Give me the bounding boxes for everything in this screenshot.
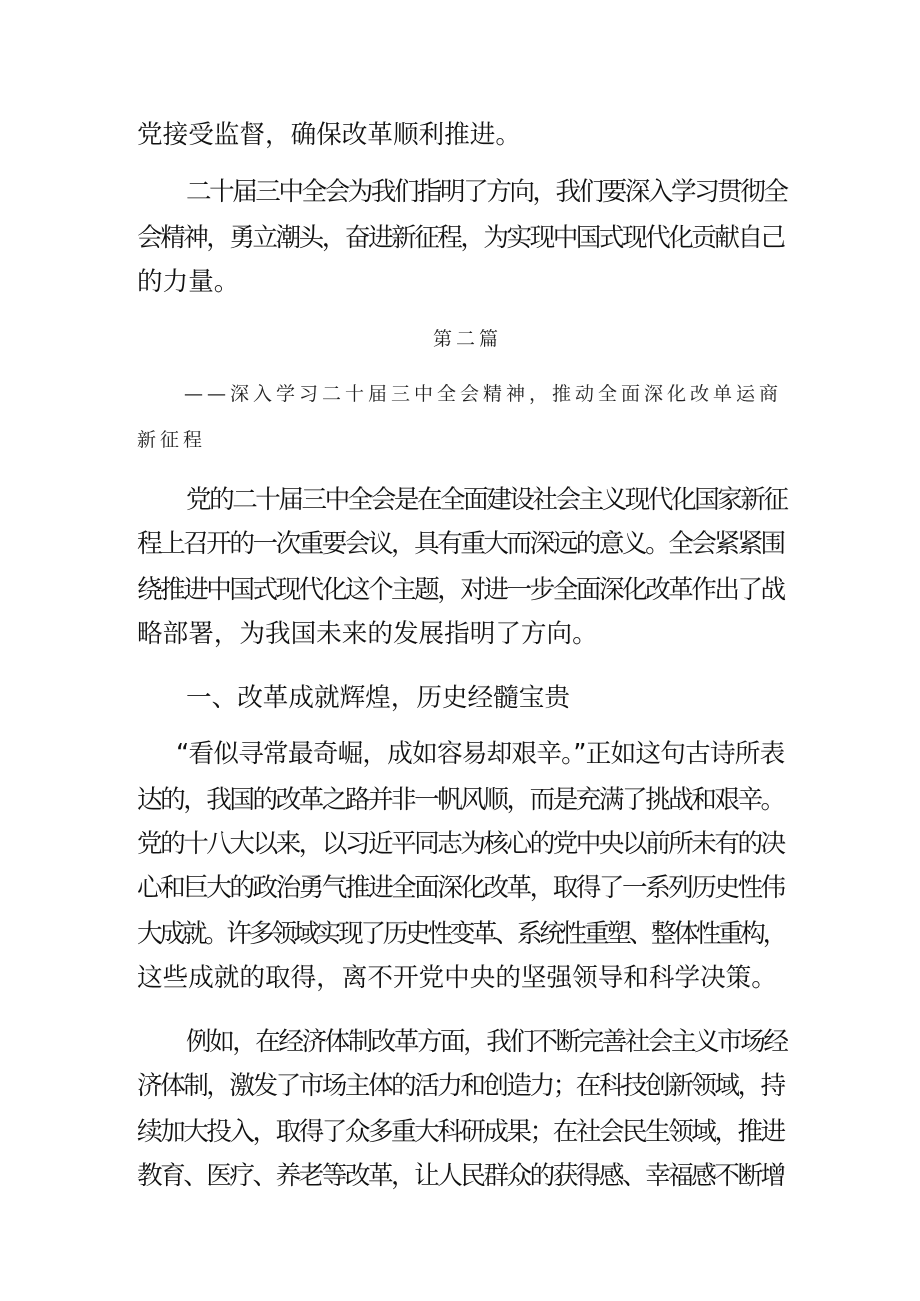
paragraph-line: 大成就。许多领域实现了历史性变革、系统性重塑、整体性重构， <box>137 919 785 949</box>
intro-paragraph-line: 绕推进中国式现代化这个主题，对进一步全面深化改革作出了战 <box>137 575 784 605</box>
paragraph-line: 心和巨大的政治勇气推进全面深化改革，取得了一系列历史性伟 <box>137 873 784 903</box>
paragraph-line: 济体制，激发了市场主体的活力和创造力；在科技创新领域，持 <box>137 1071 784 1101</box>
closing-paragraph-line: 二十届三中全会为我们指明了方向，我们要深入学习贯彻全 <box>186 177 787 207</box>
paragraph-line: “看似寻常最奇崛，成如容易却艰辛。”正如这句古诗所表 <box>176 739 785 769</box>
paragraph-line: 续加大投入，取得了众多重大科研成果；在社会民生领域，推进 <box>137 1117 784 1147</box>
intro-paragraph-line: 程上召开的一次重要会议，具有重大而深远的意义。全会紧紧围 <box>137 529 784 559</box>
paragraph-line: 这些成就的取得，离不开党中央的坚强领导和科学决策。 <box>137 963 777 993</box>
section-title: 第二篇 <box>433 328 503 350</box>
section-heading: 一、改革成就辉煌，历史经髓宝贵 <box>186 683 570 713</box>
intro-paragraph-line: 略部署，为我国未来的发展指明了方向。 <box>137 619 598 649</box>
subtitle-line: 新征程 <box>137 429 207 451</box>
paragraph-line: 例如，在经济体制改革方面，我们不断完善社会主义市场经 <box>186 1027 787 1057</box>
paragraph-line: 党的十八大以来，以习近平同志为核心的党中央以前所未有的决 <box>137 829 784 859</box>
closing-paragraph-line: 的力量。 <box>137 267 240 297</box>
paragraph-line: 教育、医疗、养老等改革，让人民群众的获得感、幸福感不断增 <box>137 1161 784 1191</box>
paragraph-line: 达的，我国的改革之路并非一帆风顺，而是充满了挑战和艰辛。 <box>137 785 784 815</box>
continuation-line: 党接受监督，确保改革顺利推进。 <box>137 120 521 150</box>
intro-paragraph-line: 党的二十届三中全会是在全面建设社会主义现代化国家新征 <box>186 485 787 515</box>
subtitle-line: ——深入学习二十届三中全会精神，推动全面深化改单运商 <box>184 383 783 405</box>
closing-paragraph-line: 会精神，勇立潮头，奋进新征程，为实现中国式现代化贡献自己 <box>137 223 784 253</box>
